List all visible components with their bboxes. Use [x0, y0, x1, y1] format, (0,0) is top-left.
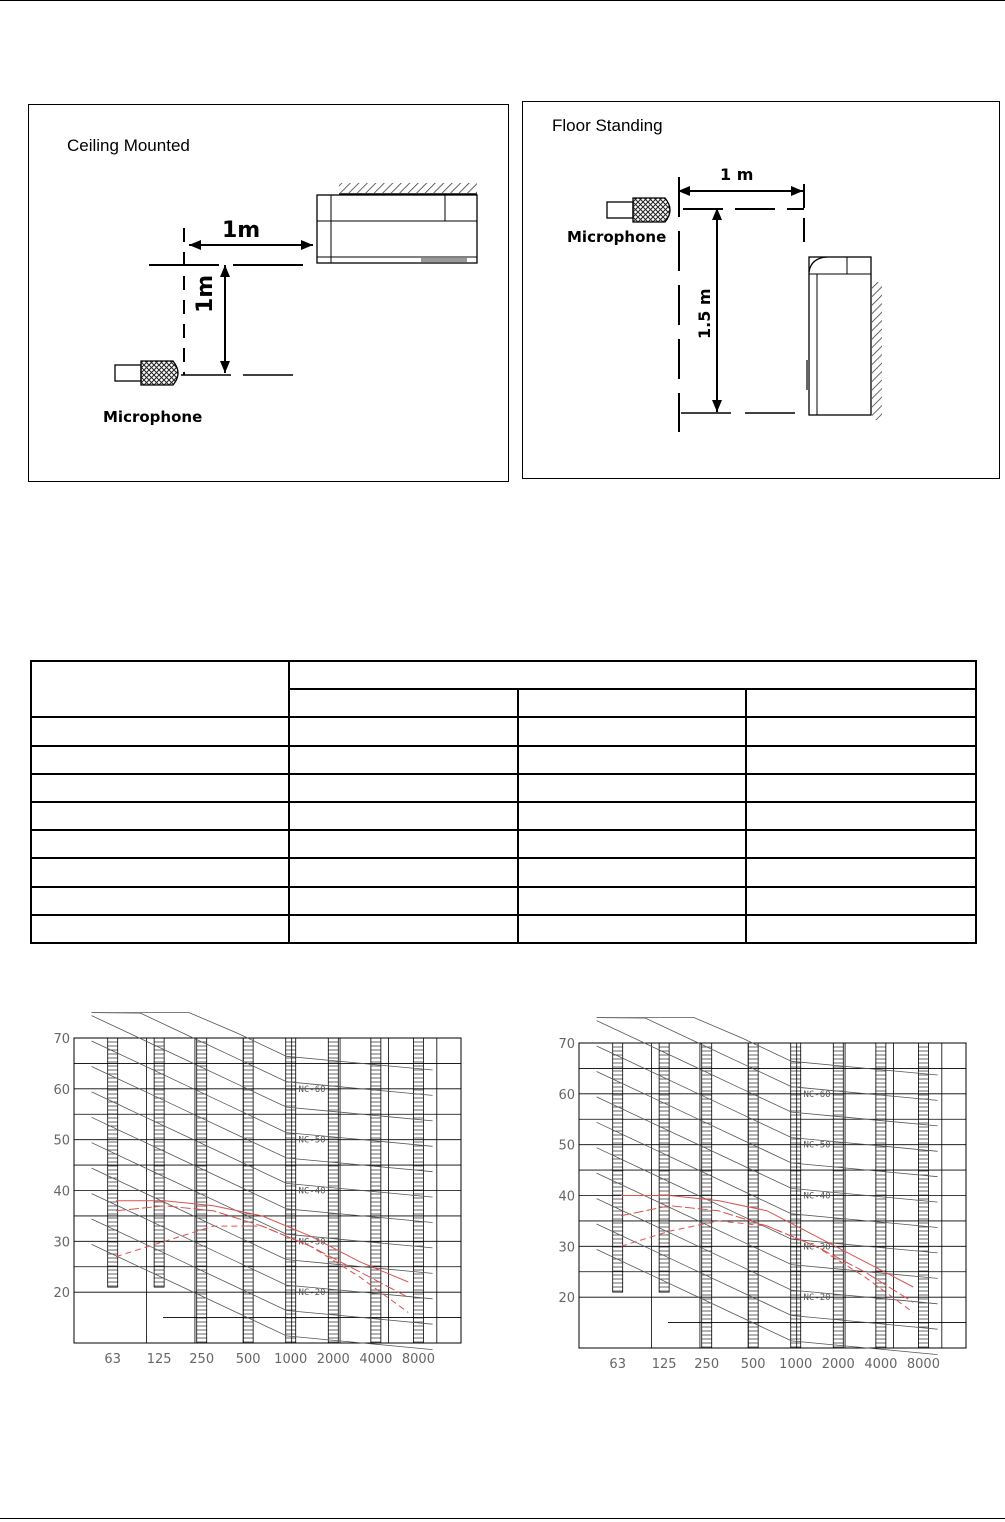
ceiling-horizontal-distance: 1m — [222, 218, 261, 243]
x-tick-label: 8000 — [401, 1352, 435, 1367]
x-tick-label: 2000 — [821, 1357, 855, 1372]
table-cell — [518, 774, 746, 802]
ceiling-title: Ceiling Mounted — [67, 136, 190, 155]
table-cell — [31, 915, 289, 943]
table-cell — [746, 887, 976, 915]
table-header-cell — [289, 661, 976, 689]
table-header-cell — [31, 661, 289, 717]
top-rule — [0, 0, 1005, 1]
table-cell — [746, 858, 976, 886]
table-cell — [289, 802, 518, 830]
ceiling-vertical-distance: 1m — [193, 274, 218, 313]
floor-horizontal-distance: 1 m — [720, 165, 754, 184]
nc-label: NC-20 — [803, 1293, 831, 1304]
table-cell — [746, 915, 976, 943]
table-cell — [31, 830, 289, 858]
floor-vertical-distance: 1.5 m — [695, 288, 714, 339]
y-tick-label: 60 — [558, 1087, 575, 1103]
nc-chart-right-svg — [545, 1035, 975, 1375]
nc-label: NC-40 — [803, 1191, 831, 1202]
table-cell — [289, 746, 518, 774]
table-cell — [31, 887, 289, 915]
nc-label: NC-40 — [298, 1186, 326, 1197]
ceiling-microphone-label: Microphone — [103, 408, 203, 426]
table-row — [31, 915, 976, 943]
nc-chart-left-svg — [40, 1030, 470, 1370]
x-tick-label: 250 — [694, 1357, 720, 1372]
nc-chart-right — [545, 1035, 975, 1375]
nc-label: NC-50 — [803, 1140, 831, 1151]
x-tick-label: 250 — [189, 1352, 215, 1367]
table-cell — [518, 746, 746, 774]
table-cell — [289, 858, 518, 886]
x-tick-label: 8000 — [906, 1357, 940, 1372]
y-tick-label: 40 — [53, 1184, 70, 1200]
table-cell — [289, 915, 518, 943]
floor-standing-diagram — [522, 101, 1000, 479]
table-header-row — [31, 661, 976, 689]
nc-label: NC-20 — [298, 1288, 326, 1299]
nc-label: NC-60 — [298, 1084, 326, 1095]
x-tick-label: 1000 — [274, 1352, 308, 1367]
spec-table — [30, 660, 977, 944]
y-tick-label: 50 — [558, 1138, 575, 1154]
table-cell — [518, 830, 746, 858]
table-cell — [746, 774, 976, 802]
y-tick-label: 50 — [53, 1133, 70, 1149]
nc-label: NC-30 — [803, 1242, 831, 1253]
table-subheader-cell — [518, 689, 746, 717]
x-tick-label: 500 — [740, 1357, 766, 1372]
table-cell — [518, 717, 746, 745]
bottom-rule — [0, 1518, 1005, 1519]
y-tick-label: 60 — [53, 1082, 70, 1098]
x-tick-label: 2000 — [316, 1352, 350, 1367]
table-cell — [31, 746, 289, 774]
table-cell — [746, 746, 976, 774]
nc-chart-left — [40, 1030, 470, 1370]
floor-drawing — [523, 102, 1001, 480]
table-cell — [31, 774, 289, 802]
nc-label: NC-50 — [298, 1135, 326, 1146]
x-tick-label: 1000 — [779, 1357, 813, 1372]
floor-title: Floor Standing — [552, 116, 663, 135]
y-tick-label: 20 — [53, 1286, 70, 1302]
x-tick-label: 63 — [609, 1357, 626, 1372]
table-cell — [518, 802, 746, 830]
table-cell — [746, 830, 976, 858]
table-cell — [31, 802, 289, 830]
table-cell — [289, 830, 518, 858]
table-subheader-cell — [746, 689, 976, 717]
y-tick-label: 70 — [558, 1037, 575, 1052]
table-row — [31, 746, 976, 774]
table-cell — [289, 887, 518, 915]
table-row — [31, 887, 976, 915]
table-row — [31, 717, 976, 745]
ceiling-drawing — [29, 105, 510, 483]
table-row — [31, 802, 976, 830]
y-tick-label: 40 — [558, 1189, 575, 1205]
floor-microphone-label: Microphone — [567, 228, 667, 246]
table-cell — [289, 717, 518, 745]
y-tick-label: 70 — [53, 1032, 70, 1047]
table-row — [31, 830, 976, 858]
ceiling-mounted-diagram — [28, 104, 509, 482]
table-cell — [289, 774, 518, 802]
x-tick-label: 500 — [235, 1352, 261, 1367]
y-tick-label: 20 — [558, 1291, 575, 1307]
x-tick-label: 4000 — [359, 1352, 393, 1367]
x-tick-label: 63 — [104, 1352, 121, 1367]
table-cell — [518, 915, 746, 943]
x-tick-label: 4000 — [864, 1357, 898, 1372]
table-row — [31, 774, 976, 802]
y-tick-label: 30 — [53, 1235, 70, 1251]
table-subheader-cell — [289, 689, 518, 717]
x-tick-label: 125 — [146, 1352, 172, 1367]
table-cell — [31, 858, 289, 886]
table-cell — [518, 858, 746, 886]
nc-label: NC-60 — [803, 1089, 831, 1100]
table-cell — [31, 717, 289, 745]
x-tick-label: 125 — [651, 1357, 677, 1372]
table-cell — [518, 887, 746, 915]
nc-label: NC-30 — [298, 1237, 326, 1248]
table-row — [31, 858, 976, 886]
table-cell — [746, 802, 976, 830]
table-cell — [746, 717, 976, 745]
y-tick-label: 30 — [558, 1240, 575, 1256]
